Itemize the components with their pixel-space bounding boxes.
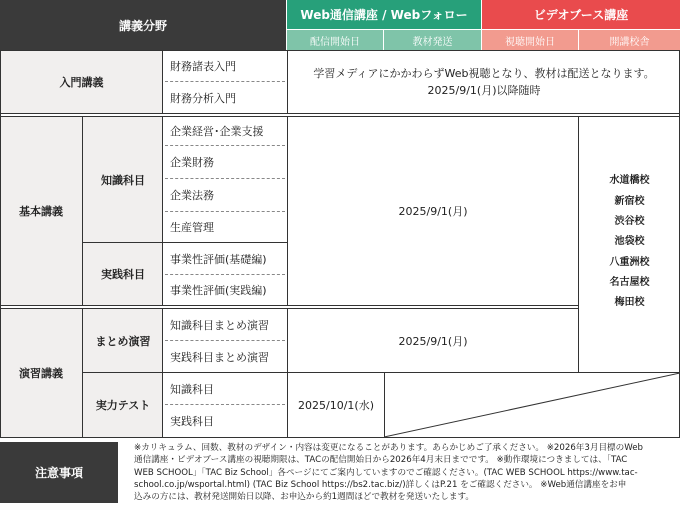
intro-note-line2: 2025/9/1(月)以降随時 bbox=[427, 83, 541, 97]
notes-line: WEB SCHOOL」「TAC Biz School」各ページにてご案内していますのでご確認ください。(TAC WEB SCHOOL https://www.tac- bbox=[134, 467, 638, 478]
basic-practice-label: 実践科目 bbox=[83, 243, 163, 305]
grid-line bbox=[165, 404, 285, 405]
header-video-start: 視聴開始日 bbox=[482, 30, 578, 50]
notes-label: 注意事項 bbox=[0, 442, 118, 503]
header-web-start: 配信開始日 bbox=[287, 30, 383, 50]
school-list bbox=[579, 117, 680, 372]
grid-line bbox=[165, 274, 285, 275]
grid-line bbox=[82, 308, 83, 437]
intro-item-1: 財務諸表入門 bbox=[170, 59, 236, 73]
notes-text bbox=[134, 442, 680, 503]
header-category: 講義分野 bbox=[0, 0, 286, 50]
school-item: 新宿校 bbox=[614, 195, 645, 207]
school-item: 水道橋校 bbox=[609, 175, 650, 187]
header-web-group: Web通信講座 / Webフォロー bbox=[287, 0, 481, 29]
intro-item-2: 財務分析入門 bbox=[170, 91, 236, 105]
grid-line bbox=[165, 340, 285, 341]
basic-knowledge-item-1: 企業経営･企業支援 bbox=[170, 125, 264, 138]
grid-line bbox=[83, 242, 288, 243]
notes-line: 込みの方には、教材発送開始日以降、お申込から約1週間ほどで教材を発送いたします。 bbox=[134, 492, 474, 503]
grid-line bbox=[165, 178, 285, 179]
grid-line bbox=[287, 50, 288, 113]
school-item: 池袋校 bbox=[614, 236, 645, 248]
school-item: 八重洲校 bbox=[609, 256, 650, 268]
basic-knowledge-item-3: 企業法務 bbox=[170, 189, 214, 202]
exercise-summary-label: まとめ演習 bbox=[83, 309, 163, 372]
school-item: 名古屋校 bbox=[609, 276, 650, 288]
basic-knowledge-label: 知識科目 bbox=[83, 117, 163, 242]
grid-line bbox=[384, 372, 385, 437]
notes-line: school.co.jp/wsportal.html) (TAC Biz School https://bs2.tac.biz/)詳しくはP.21 をご確認ください。 ※Web通信講座をお申 bbox=[134, 479, 627, 490]
header-video-schools: 開講校舎 bbox=[579, 30, 680, 50]
school-item: 渋谷校 bbox=[614, 216, 645, 228]
grid-line bbox=[0, 50, 680, 51]
grid-line bbox=[287, 116, 288, 305]
exercise-summary-date: 2025/9/1(月) bbox=[398, 334, 468, 348]
exercise-summary-item-2: 実践科目まとめ演習 bbox=[170, 350, 269, 364]
not-applicable-diagonal bbox=[384, 373, 680, 437]
grid-line bbox=[83, 372, 680, 373]
grid-line bbox=[165, 211, 285, 212]
grid-line bbox=[0, 50, 1, 437]
intro-note-line1: 学習メディアにかかわらずWeb視聴となり、教材は配送となります。 bbox=[313, 66, 655, 80]
grid-line bbox=[165, 81, 285, 82]
grid-line bbox=[578, 116, 579, 372]
basic-practice-item-1: 事業性評価(基礎編) bbox=[170, 252, 267, 266]
intro-note bbox=[288, 50, 680, 113]
exercise-label: 演習講義 bbox=[0, 309, 82, 437]
school-item: 梅田校 bbox=[614, 297, 645, 309]
grid-line bbox=[0, 437, 680, 438]
grid-line bbox=[0, 305, 579, 306]
basic-knowledge-item-4: 生産管理 bbox=[170, 221, 214, 234]
header-web-material: 教材発送 bbox=[384, 30, 481, 50]
exercise-test-label: 実力テスト bbox=[83, 373, 163, 437]
exercise-test-item-2: 実践科目 bbox=[170, 415, 214, 428]
grid-line bbox=[287, 308, 288, 437]
grid-line bbox=[162, 50, 163, 113]
exercise-summary-item-1: 知識科目まとめ演習 bbox=[170, 318, 269, 332]
exercise-test-date: 2025/10/1(水) bbox=[298, 399, 374, 412]
basic-knowledge-item-2: 企業財務 bbox=[170, 156, 214, 169]
exercise-test-item-1: 知識科目 bbox=[170, 382, 214, 396]
notes-line: ※カリキュラム、回数、教材のデザイン・内容は変更になることがあります。あらかじめご了承ください。 ※2026年3月目標のWeb bbox=[134, 443, 643, 453]
basic-label: 基本講義 bbox=[0, 117, 82, 305]
grid-line bbox=[162, 308, 163, 437]
basic-date: 2025/9/1(月) bbox=[398, 205, 468, 218]
grid-line bbox=[82, 116, 83, 305]
grid-line bbox=[162, 116, 163, 305]
basic-practice-item-2: 事業性評価(実践編) bbox=[170, 284, 267, 297]
notes-line: 通信講座・ビデオブース講座の視聴期限は、TACの配信開始日から2026年4月末日までです。 ※動作環境につきましては、「TAC bbox=[134, 455, 628, 466]
grid-line bbox=[0, 113, 680, 114]
intro-label: 入門講義 bbox=[0, 50, 163, 113]
header-video-group: ビデオブース講座 bbox=[482, 0, 680, 29]
grid-line bbox=[165, 145, 285, 146]
grid-line bbox=[0, 308, 579, 309]
